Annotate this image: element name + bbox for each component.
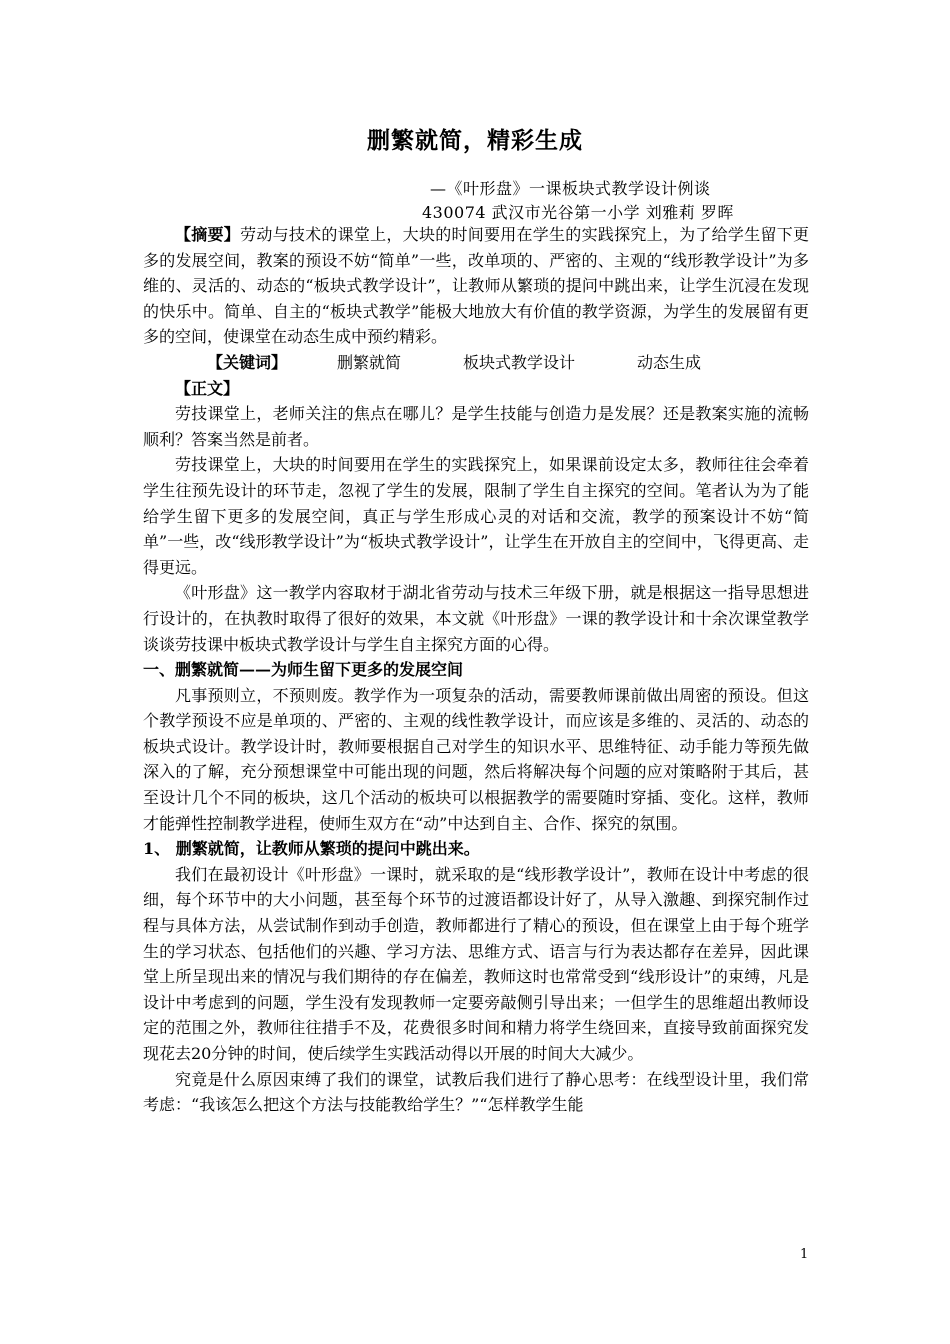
- body-label: 【正文】: [175, 378, 240, 398]
- abstract-paragraph: [143, 222, 809, 350]
- body-paragraph: 劳技课堂上，大块的时间要用在学生的实践探究上，如果课前设定太多，教师往往会牵着学生往预先设计的环节走，忽视了学生的发展，限制了学生自主探究的空间。笔者认为为了能给学生留下更多的发展空间，真正与学生形成心灵的对话和交流，教学的预案设计不妨“简单”一些，改“线形教学设计”为“板块式教学设计”，让学生在开放自主的空间中，飞得更高、走得更远。: [143, 455, 809, 577]
- document-title: 删繁就简，精彩生成: [367, 128, 583, 154]
- subsection-heading: 1、 删繁就简，让教师从繁琐的提问中跳出来。: [143, 839, 480, 859]
- keywords-label: 【关键词】: [207, 352, 288, 372]
- page-number: 1: [800, 1247, 809, 1262]
- section-heading: 一、删繁就简——为师生留下更多的发展空间: [143, 660, 464, 680]
- body-paragraph: 我们在最初设计《叶形盘》一课时，就采取的是“线形教学设计”，教师在设计中考虑的很细，每个环节中的大小问题，甚至每个环节的过渡语都设计好了，从导入激趣、到探究制作过程与具体方法，从尝试制作到动手创造，教师都进行了精心的预设，但在课堂上由于每个班学生的学习状态、包括他们的兴趣、学习方法、思维方式、语言与行为表达都存在差异，因此课堂上所呈现出来的情况与我们期待的存在偏差，教师这时也常常受到“线形设计”的束缚，凡是设计中考虑到的问题，学生没有发现教师一定要旁敲侧引导出来；一但学生的思维超出教师设定的范围之外，教师往往措手不及，花费很多时间和精力将学生绕回来，直接导致前面探究发现花去20分钟的时间，使后续学生实践活动得以开展的时间大大减少。: [143, 864, 809, 1063]
- body-paragraph: 《叶形盘》这一教学内容取材于湖北省劳动与技术三年级下册，就是根据这一指导思想进行设计的，在执教时取得了很好的效果，本文就《叶形盘》一课的教学设计和十余次课堂教学谈谈劳技课中板块式教学设计与学生自主探究方面的心得。: [143, 583, 809, 654]
- author-line: 430074 武汉市光谷第一小学 刘雅莉 罗晖: [422, 203, 734, 222]
- abstract-text: 劳动与技术的课堂上，大块的时间要用在学生的实践探究上，为了给学生留下更多的发展空间，教案的预设不妨“简单”一些，改单项的、严密的、主观的“线形教学设计”为多维的、灵活的、动态的“板块式教学设计”，让教师从繁琐的提问中跳出来，让学生沉浸在发现的快乐中。简单、自主的“板块式教学”能极大地放大有价值的教学资源，为学生的发展留有更多的空间，使课堂在动态生成中预约精彩。: [143, 225, 809, 347]
- abstract-label: 【摘要】: [175, 225, 241, 244]
- body-paragraph: 究竟是什么原因束缚了我们的课堂，试教后我们进行了静心思考：在线型设计里，我们常考虑：“我该怎么把这个方法与技能教给学生？”“怎样教学生能: [143, 1069, 809, 1115]
- document-body: [143, 222, 809, 1118]
- keyword: 删繁就简: [337, 352, 402, 372]
- document-subtitle: —《叶形盘》一课板块式教学设计例谈: [430, 179, 711, 198]
- body-paragraph: 劳技课堂上，老师关注的焦点在哪儿？是学生技能与创造力是发展？还是教案实施的流畅顺利？答案当然是前者。: [143, 404, 809, 449]
- body-paragraph: 凡事预则立，不预则废。教学作为一项复杂的活动，需要教师课前做出周密的预设。但这个教学预设不应是单项的、严密的、主观的线性教学设计，而应该是多维的、灵活的、动态的板块式设计。教学设计时，教师要根据自己对学生的知识水平、思维特征、动手能力等预先做深入的了解，充分预想课堂中可能出现的问题，然后将解决每个问题的应对策略附于其后，甚至设计几个不同的板块，这几个活动的板块可以根据教学的需要随时穿插、变化。这样，教师才能弹性控制教学进程，使师生双方在“动”中达到自主、合作、探究的氛围。: [143, 685, 809, 833]
- keywords-row: [143, 350, 809, 376]
- keyword: 动态生成: [637, 352, 702, 372]
- keyword: 板块式教学设计: [463, 352, 576, 372]
